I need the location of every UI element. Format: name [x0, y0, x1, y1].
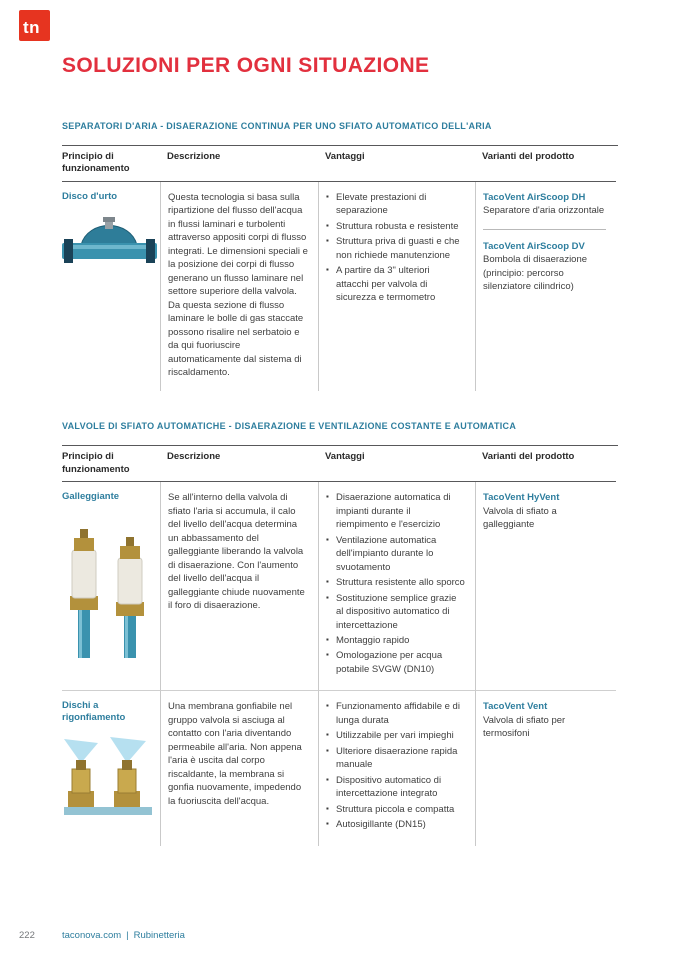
variant-name: TacoVent AirScoop DH [483, 191, 586, 203]
advantage-item: ▪ Ulteriore disaerazione rapida manuale [326, 745, 465, 772]
advantages-cell [318, 182, 475, 392]
advantages-list [326, 191, 465, 305]
advantage-item: ▪ Omologazione per acqua potabile SVGW (DN10) [326, 649, 465, 676]
variant-description: Valvola di sfiato a galleggiante [483, 505, 557, 531]
advantages-cell [318, 690, 475, 845]
column-header-descrizione: Descrizione [160, 146, 318, 182]
footer-section-label: Rubinetteria [133, 930, 185, 941]
advantages-list [326, 491, 465, 676]
advantage-item: ▪ Disaerazione automatica di impianti durante il riempimento e l'esercizio [326, 491, 465, 531]
variant-name: TacoVent Vent [483, 701, 548, 713]
page-title: SOLUZIONI PER OGNI SITUAZIONE [62, 54, 430, 77]
column-header-varianti: Varianti del prodotto [475, 446, 616, 482]
air-scoop-horizontal-image [62, 212, 157, 270]
column-header-principio: Principio di funzionamento [62, 446, 160, 482]
advantage-item: ▪ Struttura piccola e compatta [326, 803, 465, 816]
variant-name: TacoVent HyVent [483, 492, 560, 504]
advantage-item: ▪ Utilizzabile per vari impieghi [326, 729, 465, 742]
variants-cell [475, 482, 616, 690]
footer-site-text: taconova.com [62, 930, 122, 941]
page-content [62, 0, 618, 846]
section1-heading: SEPARATORI D'ARIA - DISAERAZIONE CONTINUA PER UNO SFIATO AUTOMATICO DELL'ARIA [62, 121, 492, 131]
principle-name: Galleggiante [62, 491, 120, 503]
section1-table [62, 145, 618, 391]
product-variant [483, 700, 606, 740]
section2-table [62, 445, 618, 845]
advantage-item: ▪ Struttura robusta e resistente [326, 220, 465, 233]
advantage-item: ▪ Autosigillante (DN15) [326, 818, 465, 831]
principle-cell [62, 182, 160, 392]
section2-heading: VALVOLE DI SFIATO AUTOMATICHE - DISAERAZIONE E VENTILAZIONE COSTANTE E AUTOMATICA [62, 421, 517, 432]
column-header-descrizione: Descrizione [160, 446, 318, 482]
swelling-disc-vents-image [62, 733, 154, 825]
advantage-item: ▪ Funzionamento affidabile e di lunga durata [326, 700, 465, 727]
page-footer [19, 930, 618, 941]
principle-name: Dischi a rigonfiamento [62, 700, 126, 724]
column-header-varianti: Varianti del prodotto [475, 146, 616, 182]
advantage-item: ▪ Struttura resistente allo sporco [326, 576, 465, 589]
variants-cell [475, 690, 616, 845]
advantage-item: ▪ A partire da 3" ulteriori attacchi per valvola di sicurezza e termometro [326, 264, 465, 304]
description-cell [160, 482, 318, 690]
variant-name: TacoVent AirScoop DV [483, 240, 585, 252]
principle-cell [62, 690, 160, 845]
product-variant [483, 191, 606, 218]
variant-description: Separatore d'aria orizzontale [483, 205, 605, 217]
column-header-vantaggi: Vantaggi [318, 146, 475, 182]
taconova-logo: tn [19, 10, 50, 41]
description-text: Una membrana gonfiabile nel gruppo valvola si asciuga al contatto con l'aria diventando permeabile all'aria. Non appena l'aria è uscita dal corpo riscaldante, la membrana si gonfia nuovamente, impedendo la fuoriuscita dell'acqua. [168, 701, 302, 807]
advantage-item: ▪ Ventilazione automatica dell'impianto durante lo svuotamento [326, 534, 465, 574]
product-variant [483, 491, 606, 531]
principle-name: Disco d'urto [62, 190, 118, 202]
advantage-item: ▪ Montaggio rapido [326, 634, 465, 647]
description-text: Se all'interno della valvola di sfiato l'aria si accumula, il calo del livello dell'acqua determina un abbassamento del galleggiante liberando la valvola di disaerazione. Con l'aumento del livello dell'acqua il galleggiante chiude nuovamente il foro di disaerazione. [168, 492, 305, 612]
principle-cell [62, 482, 160, 690]
variants-cell [475, 182, 616, 392]
float-vent-valves-image [62, 512, 154, 660]
description-cell [160, 182, 318, 392]
advantages-cell [318, 482, 475, 690]
advantage-item: ▪ Struttura priva di guasti e che non richiede manutenzione [326, 235, 465, 262]
advantage-item: ▪ Sostituzione semplice grazie al dispositivo automatico di intercettazione [326, 592, 465, 632]
column-header-vantaggi: Vantaggi [318, 446, 475, 482]
column-header-principio: Principio di funzionamento [62, 146, 160, 182]
advantage-item: ▪ Dispositivo automatico di intercettazione integrato [326, 774, 465, 801]
page-number: 222 [19, 930, 35, 941]
advantage-item: ▪ Elevate prestazioni di separazione [326, 191, 465, 218]
description-text: Questa tecnologia si basa sulla ripartizione del flusso dell'acqua in flussi laminari e turbolenti attraverso appositi corpi di flusso integrati. Le dimensioni speciali e la posizione dei corpi di flusso generano un flusso laminare nel settore superiore della valvola. Da questa sezione di flusso laminare le bolle di gas staccate possono risalire nel serbatoio e da qui fuoriuscire automaticamente dal sistema di riscaldamento. [168, 191, 308, 378]
description-cell [160, 690, 318, 845]
footer-separator: | [126, 930, 129, 941]
product-variant [483, 229, 606, 294]
variant-description: Valvola di sfiato per termosifoni [483, 714, 566, 740]
advantages-list [326, 700, 465, 831]
variant-description: Bombola di disaerazione (principio: percorso silenziatore cilindrico) [483, 254, 588, 293]
